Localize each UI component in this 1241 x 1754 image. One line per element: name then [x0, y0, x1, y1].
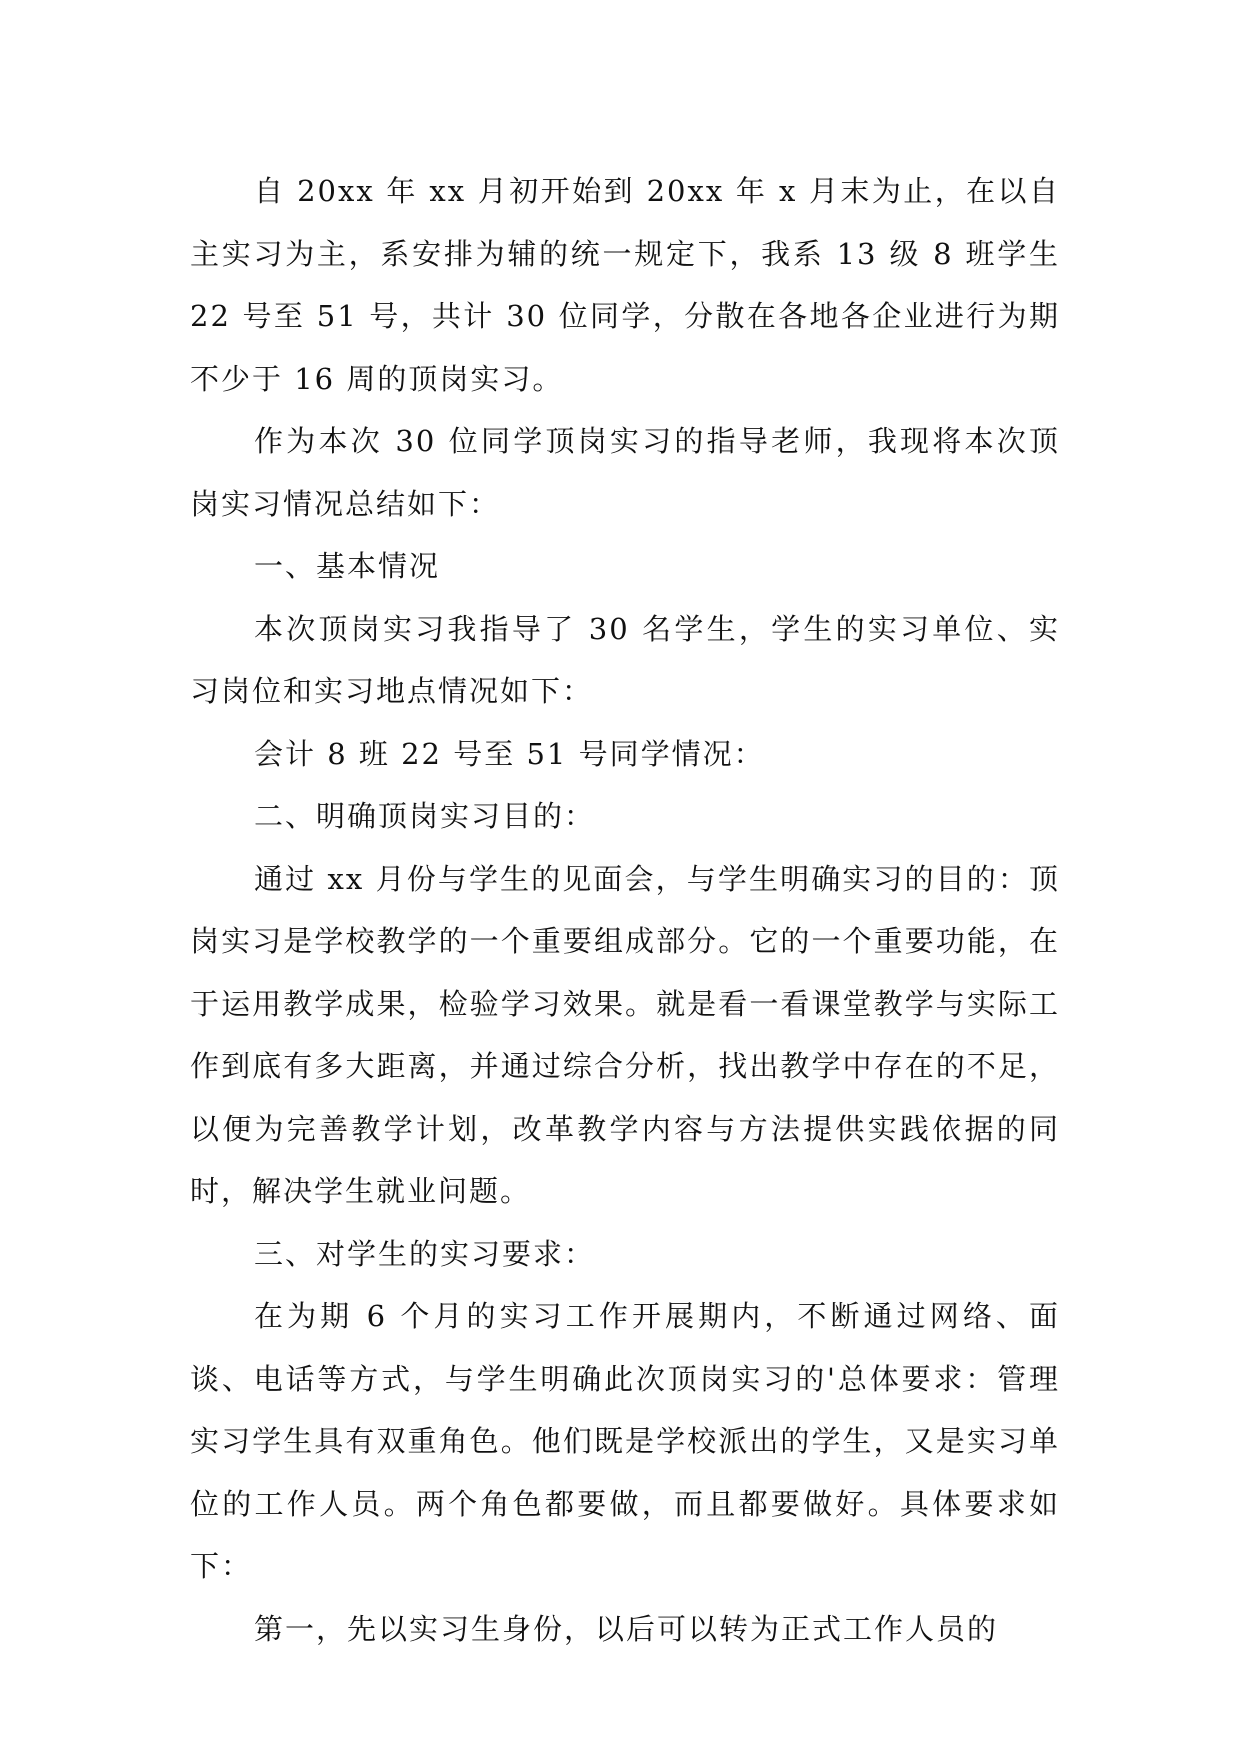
- section-heading-requirements: 三、对学生的实习要求：: [254, 1236, 596, 1271]
- paragraph-class-info: 会计 8 班 22 号至 51 号同学情况：: [254, 736, 765, 771]
- paragraph-requirements: 在为期 6 个月的实习工作开展期内，不断通过网络、面谈、电话等方式，与学生明确此次顶岗实习的'总体要求：管理实习学生具有双重角色。他们既是学校派出的学生，又是实习单位的工作人员。两个角色都要做，而且都要做好。具体要求如下：: [190, 1299, 1060, 1583]
- paragraph-basic-info: 本次顶岗实习我指导了 30 名学生，学生的实习单位、实习岗位和实习地点情况如下：: [190, 611, 1060, 708]
- section-heading-purpose: 二、明确顶岗实习目的：: [254, 799, 596, 833]
- section-heading-basic-info: 一、基本情况: [254, 549, 441, 583]
- paragraph-intro: 自 20xx 年 xx 月初开始到 20xx 年 x 月末为止，在以自主实习为主，系安排为辅的统一规定下，我系 13 级 8 班学生 22 号至 51 号，共计 30 位同学，分散在各地各企业进行为期不少于 16 周的顶岗实习。: [190, 174, 1060, 396]
- document-body: [190, 160, 1060, 1660]
- paragraph-summary-lead: 作为本次 30 位同学顶岗实习的指导老师，我现将本次顶岗实习情况总结如下：: [190, 424, 1060, 521]
- paragraph-first-requirement: 第一，先以实习生身份，以后可以转为正式工作人员的: [254, 1611, 999, 1646]
- paragraph-purpose: 通过 xx 月份与学生的见面会，与学生明确实习的目的：顶岗实习是学校教学的一个重要组成部分。它的一个重要功能，在于运用教学成果，检验学习效果。就是看一看课堂教学与实际工作到底有多大距离，并通过综合分析，找出教学中存在的不足，以便为完善教学计划，改革教学内容与方法提供实践依据的同时，解决学生就业问题。: [190, 861, 1060, 1208]
